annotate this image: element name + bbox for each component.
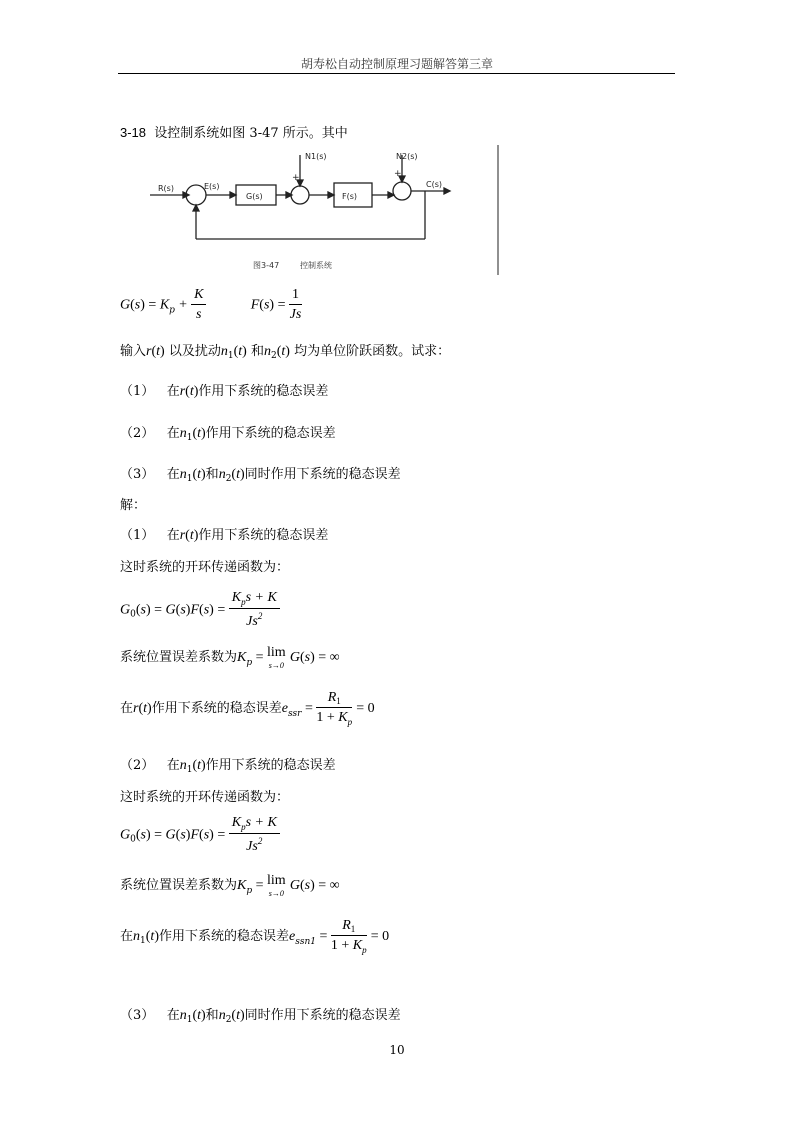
part2-transfer: $G_0(s) = G(s)F(s)$ = $\frac{K_ps + K}{Js^2}$ — [120, 815, 280, 855]
label-f: F(s) — [342, 192, 358, 201]
intro-line: 输入r(t) 以及扰动$n_1(t)$ 和$n_2(t)$ 均为单位阶跃函数。试求： — [120, 344, 451, 361]
label-n1: N1(s) — [305, 152, 327, 161]
part1-open-loop: 这时系统的开环传递函数为： — [120, 560, 290, 575]
block-diagram — [150, 145, 505, 275]
svg-text:+: + — [292, 173, 300, 183]
page-number: 10 — [389, 1043, 405, 1057]
part3-title: （3） 在$n_1(t)$和$n_2(t)$同时作用下系统的稳态误差 — [120, 1008, 401, 1025]
question-3: （3） 在$n_1(t)$和$n_2(t)$同时作用下系统的稳态误差 — [120, 467, 401, 484]
definitions: $G(s) = K_p$ + $\frac{K}{s}$ F(s) = $\frac{1}{Js}$ — [120, 287, 302, 322]
svg-text:+: + — [394, 169, 402, 179]
part1-transfer: $G_0(s) = G(s)F(s)$ = $\frac{K_ps + K}{Js^2}$ — [120, 590, 280, 630]
figure-caption-text: 控制系统 — [300, 261, 332, 270]
part2-open-loop: 这时系统的开环传递函数为： — [120, 790, 290, 805]
part1-error: 在r(t)作用下系统的稳态误差$e_{ssr}$ = $\frac{R_1}{1 + K_p}$ = 0 — [120, 690, 375, 727]
label-r: R(s) — [158, 184, 174, 193]
problem-line — [120, 122, 348, 141]
part1-title: （1） 在r(t)作用下系统的稳态误差 — [120, 528, 329, 543]
part2-position-coef: 系统位置误差系数为$K_p = \lim$ s→0 G(s) = ∞ — [120, 873, 340, 898]
label-n2: N2(s) — [396, 152, 418, 161]
question-2: （2） 在$n_1(t)$作用下系统的稳态误差 — [120, 426, 336, 443]
problem-text: 设控制系统如图 3-47 所示。其中 — [154, 126, 348, 141]
solution-label: 解： — [120, 498, 147, 513]
question-1: （1） 在r(t)作用下系统的稳态误差 — [120, 384, 329, 399]
part2-title: （2） 在$n_1(t)$作用下系统的稳态误差 — [120, 758, 336, 775]
label-e: E(s) — [204, 182, 220, 191]
figure-caption-number: 图3-47 — [253, 261, 280, 270]
label-g: G(s) — [246, 192, 263, 201]
problem-number: 3-18 — [120, 125, 147, 140]
label-c: C(s) — [426, 180, 442, 189]
part2-error: 在$n_1(t)$作用下系统的稳态误差$e_{ssn1}$ = $\frac{R_1}{1 + K_p}$ = 0 — [120, 918, 390, 955]
part1-position-coef: 系统位置误差系数为$K_p = \lim$ s→0 G(s) = ∞ — [120, 645, 340, 670]
header-rule — [118, 73, 675, 74]
page-header: 胡寿松自动控制原理习题解答第三章 — [300, 57, 493, 71]
